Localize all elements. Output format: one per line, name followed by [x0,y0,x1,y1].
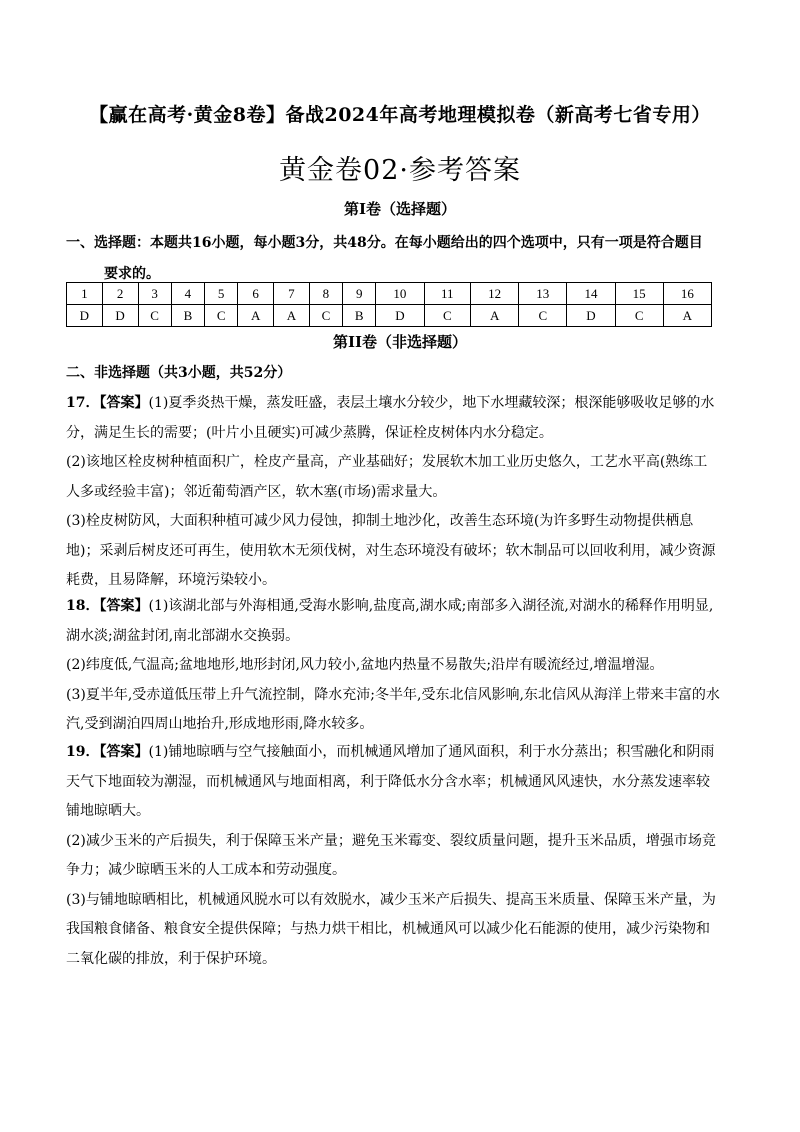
answer-line [66,681,736,711]
answer-line [66,507,736,537]
question-number-cell: 16 [663,283,711,305]
answer-cell: D [67,305,103,327]
answer-cell: A [663,305,711,327]
question-number-cell: 10 [376,283,424,305]
answer-cell: C [519,305,567,327]
answer-line [66,915,736,945]
question-19 [66,738,736,974]
question-number-cell: 5 [205,283,238,305]
answer-cell: B [171,305,204,327]
answer-text: (1)夏季炎热干燥，蒸发旺盛，表层土壤水分较少，地下水埋藏较深；根深能够吸收足够的水 [148,395,715,411]
answer-line [66,448,736,478]
answer-line [66,419,736,449]
answer-cell: A [471,305,519,327]
answer-text: (2)减少玉米的产后损失，利于保障玉米产量；避免玉米霉变、裂纹质量问题，提升玉米品质，增强市场竞 [66,832,716,849]
question-number-cell: 14 [567,283,615,305]
answer-line [66,478,736,508]
answer-line [66,768,736,798]
answer-line [66,389,736,419]
question-number-cell: 4 [171,283,204,305]
answer-line [66,827,736,857]
part1-instruction [66,228,746,290]
answer-text: 我国粮食储备、粮食安全提供保障；与热力烘干相比，机械通风可以减少化石能源的使用，减少污染物和 [66,921,710,937]
question-number-cell: 9 [343,283,376,305]
answer-line [66,856,736,886]
answer-label: 19．【答案】 [66,744,149,760]
question-number-cell: 11 [424,283,471,305]
answer-text: (1)该湖北部与外海相通,受海水影响,盐度高,湖水咸;南部多入湖径流,对湖水的稀释作用明显, [148,598,714,614]
answer-table-answer-row [67,305,712,327]
answer-text: 湖水淡;湖盆封闭,南北部湖水交换弱。 [66,627,300,644]
answer-cell: A [274,305,310,327]
answer-line [66,738,736,768]
answer-cell: C [615,305,663,327]
answer-text: 天气下地面较为潮湿，而机械通风与地面相离，利于降低水分含水率；机械通风风速快，水分蒸发速率较 [66,773,710,790]
answer-cell: A [238,305,274,327]
answer-table-number-row [67,283,712,305]
answer-line [66,886,736,916]
answer-cell: C [138,305,171,327]
answer-label: 18．【答案】 [66,598,149,614]
answer-line [66,622,736,652]
answer-line [66,537,736,567]
instruction-line-1: 一、选择题：本题共16小题，每小题3分，共48分。在每小题给出的四个选项中，只有一项是符合题目 [66,235,703,251]
answer-line [66,797,736,827]
answer-cell: D [102,305,138,327]
question-17 [66,389,736,596]
answer-cell: D [376,305,424,327]
answer-text: 地)；采剥后树皮还可再生，使用软木无须伐树，对生态环境没有破坏；软木制品可以回收利用，减少资源 [66,542,716,559]
question-number-cell: 6 [238,283,274,305]
answer-line [66,651,736,681]
part1-title: 第I卷（选择题） [343,200,457,218]
question-number-cell: 13 [519,283,567,305]
question-number-cell: 7 [274,283,310,305]
answer-cell: D [567,305,615,327]
answer-cell: C [424,305,471,327]
answer-table [66,282,712,327]
question-number-cell: 12 [471,283,519,305]
answer-line [66,945,736,975]
question-number-cell: 15 [615,283,663,305]
answer-text: 铺地晾晒大。 [66,803,150,819]
series-title: 【赢在高考·黄金8卷】备战2024年高考地理模拟卷（新高考七省专用） [89,104,711,126]
question-number-cell: 3 [138,283,171,305]
answer-text: (2)纬度低,气温高;盆地地形,地形封闭,风力较小,盆地内热量不易散失;沿岸有暖流经过,增温增湿。 [66,657,664,673]
question-18 [66,592,736,740]
answer-text: 人多或经验丰富)；邻近葡萄酒产区，软木塞(市场)需求量大。 [66,483,447,500]
answer-line [66,592,736,622]
answer-line [66,710,736,740]
answer-cell: C [205,305,238,327]
answer-cell: C [309,305,342,327]
question-number-cell: 2 [102,283,138,305]
answer-text: 分，满足生长的需要；(叶片小且硬实)可减少蒸腾，保证栓皮树体内水分稳定。 [66,424,553,441]
question-number-cell: 1 [67,283,103,305]
part2-title: 第II卷（非选择题） [332,333,468,351]
answer-text: 汽,受到湖泊四周山地抬升,形成地形雨,降水较多。 [66,716,374,732]
answer-text: 争力；减少晾晒玉米的人工成本和劳动强度。 [66,862,346,878]
main-title: 黄金卷02·参考答案 [279,155,521,186]
answer-label: 17．【答案】 [66,395,149,411]
answer-text: (3)与铺地晾晒相比，机械通风脱水可以有效脱水，减少玉米产后损失、提高玉米质量、保障玉米产量，为 [66,891,716,908]
answer-cell: B [343,305,376,327]
answer-text: 耗费，且易降解，环境污染较小。 [66,572,276,588]
question-number-cell: 8 [309,283,342,305]
instruction-line-2: 要求的。 [104,266,160,282]
answer-text: 二氧化碳的排放，利于保护环境。 [66,950,276,967]
answer-text: (1)铺地晾晒与空气接触面小，而机械通风增加了通风面积，利于水分蒸出；积雪融化和阴雨 [148,744,715,760]
answer-text: (2)该地区栓皮树种植面积广，栓皮产量高，产业基础好；发展软木加工业历史悠久，工艺水平高(熟练工 [66,454,708,470]
part2-heading: 二、非选择题（共3小题，共52分） [66,365,292,381]
answer-text: (3)夏半年,受赤道低压带上升气流控制，降水充沛;冬半年,受东北信风影响,东北信风从海洋上带来丰富的水 [66,686,720,703]
answer-text: (3)栓皮树防风，大面积种植可减少风力侵蚀，抑制土地沙化，改善生态环境(为许多野生动物提供栖息 [66,513,694,529]
